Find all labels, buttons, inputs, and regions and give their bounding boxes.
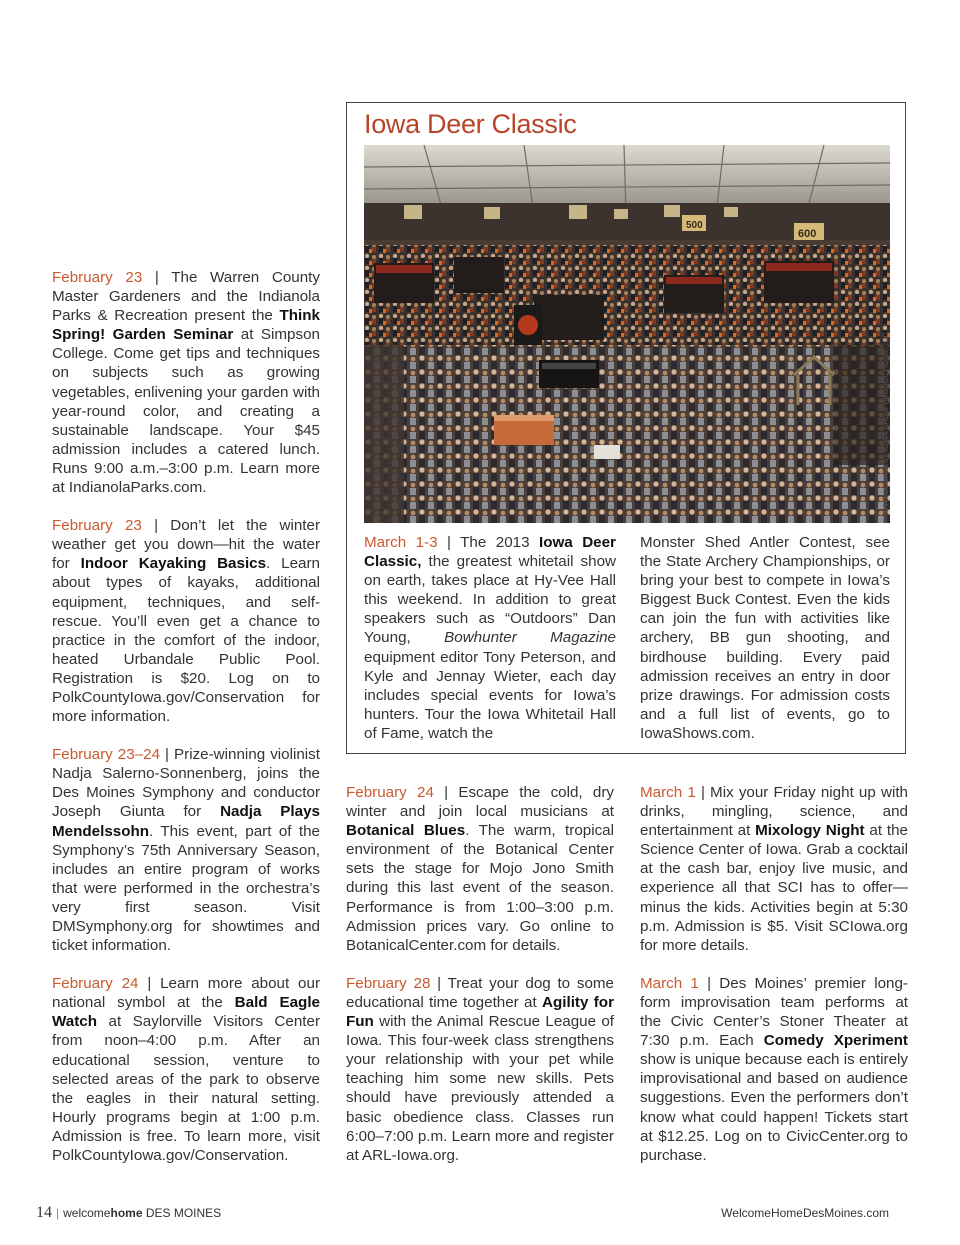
event-name: Think Spring! Garden Seminar xyxy=(52,307,320,344)
event-text: . The warm, tropical environment of the Botanical Center sets the stage for Mojo Jono Smith during this last event of the season. Performance is from 1:00–3:00 p.m. Admission prices vary. Go online to BotanicalCenter.com for details. xyxy=(346,822,615,954)
event-date: March 1 xyxy=(640,974,699,992)
event-name: Mixology Night xyxy=(755,822,865,840)
event-name: Bald Eagle Watch xyxy=(52,994,320,1031)
left-column xyxy=(52,268,320,1184)
event-separator: | xyxy=(698,974,720,992)
event-mixology-night xyxy=(640,783,908,955)
crowd-photo-illustration xyxy=(364,145,890,523)
feature-column-2 xyxy=(640,533,890,762)
feature-box-iowa-deer-classic xyxy=(346,102,906,754)
event-text: Mix your Friday night up with drinks, mingling, science, and entertainment at xyxy=(640,784,908,840)
booth-sign-number: 500 xyxy=(686,220,703,231)
event-text: Don’t let the winter weather get you down—hit the water for xyxy=(52,517,320,573)
brand-light: welcome xyxy=(63,1206,111,1220)
event-text: Learn more about our national symbol at the xyxy=(52,975,320,1012)
event-date: February 24 xyxy=(346,784,434,801)
event-text: at the Science Center of Iowa. Grab a cocktail at the cash bar, enjoy live music, and experience all that SCI has to offer—minus the kids. Activities begin at 5:30 p.m. Admission is $5. Visit SCIowa.org for more details. xyxy=(640,822,908,954)
event-text: Des Moines’ premier long-form improvisation team performs at the Civic Center’s Stoner Theater at 7:30 p.m. Each xyxy=(640,974,908,1050)
event-text: The 2013 xyxy=(460,534,539,551)
event-text: at Saylorville Visitors Center from noon–4:00 p.m. After an educational session, venture to selected areas of the park to observe the eagles in their natural setting. Hourly programs begin at 1:00 p.m. Admission is free. To learn more, visit PolkCountyIowa.gov/Conservation. xyxy=(52,1013,320,1165)
photo-credit: PHOTO COURTESY IOWA SHOW PRODUCTIONS, INC. xyxy=(883,329,890,523)
event-separator: | xyxy=(433,784,459,801)
event-text: show is unique because each is entirely improvisational and based on audience suggestions. Even the performers don’t know what could happen! Tickets start at $12.25. Log on to CivicCenter.org to purchase. xyxy=(640,1051,908,1164)
event-text: the greatest whitetail show on earth, takes place at Hy-Vee Hall this weekend. In addition to great speakers such as “Outdoors” Dan Young, xyxy=(364,553,616,647)
event-separator: | xyxy=(160,746,175,764)
event-separator: | xyxy=(142,269,172,286)
event-comedy-xperiment xyxy=(640,974,908,1165)
event-name: Comedy Xperiment xyxy=(763,1032,908,1050)
event-date: March 1-3 xyxy=(364,534,438,551)
event-date: February 24 xyxy=(52,975,139,993)
middle-column xyxy=(346,783,614,1184)
event-name: Nadja Plays Mendelssohn xyxy=(52,803,320,840)
feature-title: Iowa Deer Classic xyxy=(364,109,577,139)
footer-website: WelcomeHomeDesMoines.com xyxy=(721,1206,889,1220)
event-text: with the Animal Rescue League of Iowa. This four-week class strengthens your relationship with your pet while teaching him some new skills. Pets should have previously attended a basic obedience class. Classes run 6:00–7:00 p.m. Learn more and register at ARL-Iowa.org. xyxy=(346,1013,614,1164)
feature-column-1 xyxy=(364,533,616,762)
event-name: Botanical Blues xyxy=(346,822,466,840)
footer-folio xyxy=(36,1204,221,1222)
event-date: February 23 xyxy=(52,269,143,286)
event-separator: | xyxy=(695,784,711,801)
event-text: Treat your dog to some educational time together at xyxy=(346,974,614,1011)
event-agility-for-fun xyxy=(346,974,614,1165)
event-text: . Learn about types of kayaks, additional equipment, techniques, and self-rescue. You’ll even get a chance to practice in the comfort of the indoor, heated Urbandale Public Pool. Registration is $20. Log on to PolkCountyIowa.gov/Conservation for more information. xyxy=(52,555,320,726)
event-nadja-mendelssohn xyxy=(52,745,320,955)
event-text: equipment editor Tony Peterson, and Kyle and Jennay Wieter, each day includes special events for Iowa’s hunters. Tour the Iowa Whitetail Hall of Fame, watch the xyxy=(364,648,616,742)
event-name: Iowa Deer Classic, xyxy=(364,534,616,571)
brand-city: DES MOINES xyxy=(145,1206,222,1220)
event-date: February 23 xyxy=(52,517,142,535)
booth-sign-number: 600 xyxy=(798,228,817,240)
event-text: . This event, part of the Symphony’s 75th Anniversary Season, includes an entire program of works that were performed in the orchestra’s very first season. Visit DMSymphony.org for showtimes and ticket information. xyxy=(52,822,320,955)
event-separator: | xyxy=(430,974,448,992)
right-column xyxy=(640,783,908,1184)
feature-event-text xyxy=(364,533,616,743)
event-separator: | xyxy=(138,975,161,993)
event-name: Agility for Fun xyxy=(346,993,614,1031)
event-botanical-blues xyxy=(346,783,614,955)
event-indoor-kayaking xyxy=(52,516,320,726)
event-date: February 23–24 xyxy=(52,746,161,764)
expo-hall-photo xyxy=(364,145,890,523)
event-text: Prize-winning violinist Nadja Salerno-Sonnenberg, joins the Des Moines Symphony and conductor Joseph Giunta for xyxy=(52,746,320,821)
event-garden-seminar xyxy=(52,268,320,497)
footer-divider: | xyxy=(56,1206,60,1220)
event-text: Escape the cold, dry winter and join local musicians at xyxy=(346,784,614,821)
event-name: Indoor Kayaking Basics xyxy=(80,555,267,573)
page-number: 14 xyxy=(36,1204,52,1221)
event-separator: | xyxy=(141,517,171,535)
brand-bold: home xyxy=(110,1206,143,1220)
event-date: March 1 xyxy=(640,784,696,801)
event-text: at Simpson College. Come get tips and techniques on subjects such as growing vegetables, enlivening your garden with year-round color, and creating a sustainable landscape. Your $45 admission includes a catered lunch. Runs 9:00 a.m.–3:00 p.m. Learn more at IndianolaParks.com. xyxy=(52,326,320,497)
magazine-name: Bowhunter Magazine xyxy=(444,629,616,647)
event-separator: | xyxy=(437,534,461,551)
event-text: The Warren County Master Gardeners and the Indianola Parks & Recreation present the xyxy=(52,269,320,325)
event-bald-eagle-watch xyxy=(52,974,320,1165)
magazine-brand xyxy=(63,1206,221,1220)
event-date: February 28 xyxy=(346,974,431,992)
feature-event-text-continued: Monster Shed Antler Contest, see the State Archery Championships, or bring your best to compete in Iowa’s Biggest Buck Contest. Even the kids can join the fun with activities like archery, BB gun shooting, and birdhouse building. Every paid admission receives an entry in door prize drawings. For admission costs and a full list of events, go to IowaShows.com. xyxy=(640,534,890,742)
